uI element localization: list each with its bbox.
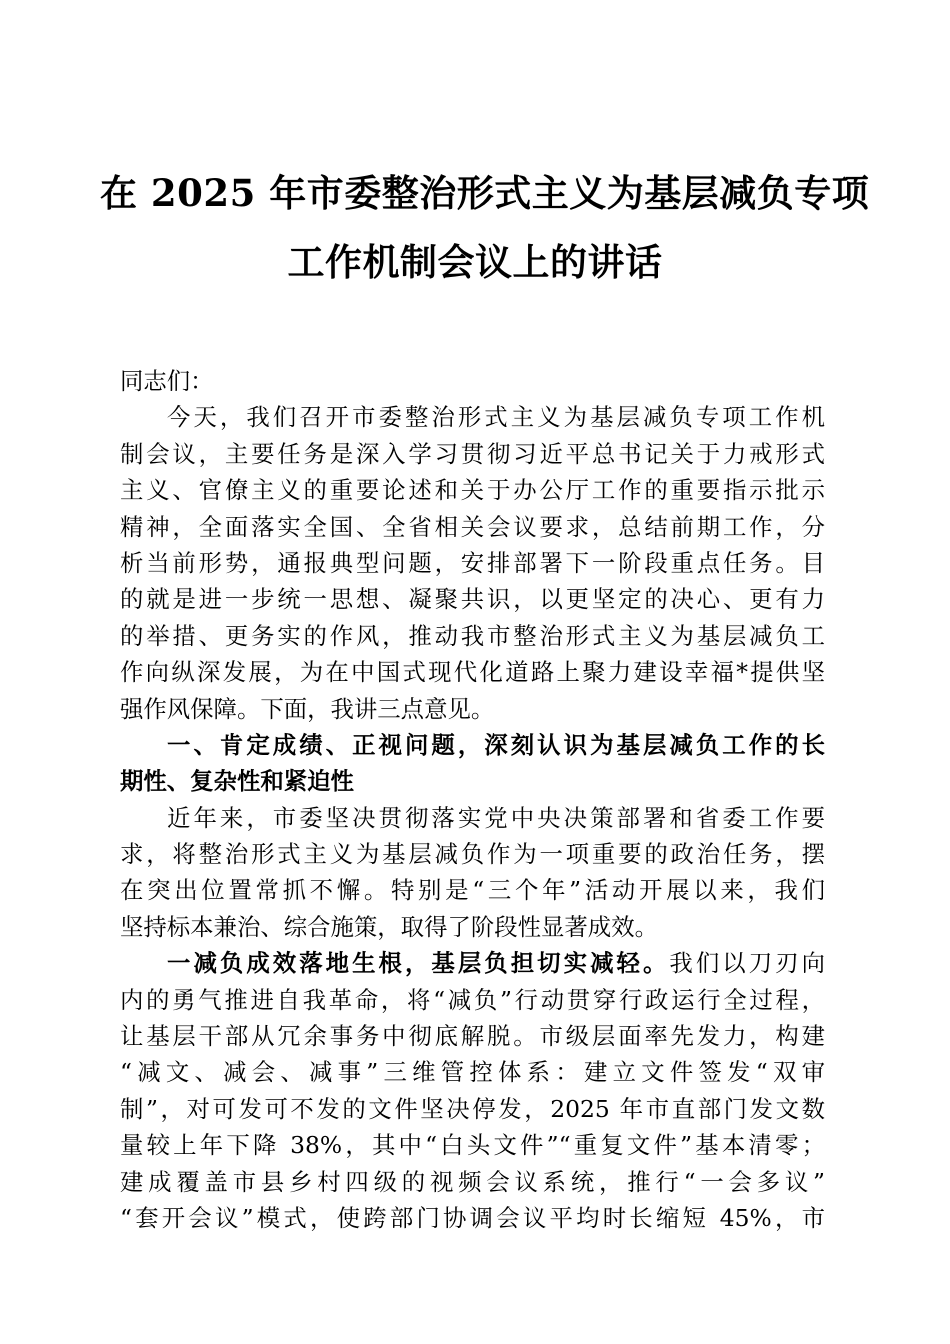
paragraph-line: 坚持标本兼治、综合施策，取得了阶段性显著成效。 (120, 912, 658, 941)
paragraph-line: 求，将整治形式主义为基层减负作为一项重要的政治任务，摆 (120, 840, 825, 869)
paragraph-line: 近年来，市委坚决贯彻落实党中央决策部署和省委工作要 (167, 803, 825, 832)
paragraph-line: 内的勇气推进自我革命，将“减负”行动贯穿行政运行全过程， (120, 985, 825, 1014)
paragraph-line: 析当前形势，通报典型问题，安排部署下一阶段重点任务。目 (120, 548, 825, 577)
paragraph-line: 量较上年下降 38%，其中“白头文件”“重复文件”基本清零； (120, 1131, 825, 1160)
document-body (120, 363, 825, 1236)
paragraph-line: “套开会议”模式，使跨部门协调会议平均时长缩短 45%，市 (120, 1203, 825, 1232)
paragraph-line: 的就是进一步统一思想、凝聚共识，以更坚定的决心、更有力 (120, 585, 825, 614)
paragraph-line: 精神，全面落实全国、全省相关会议要求，总结前期工作，分 (120, 512, 825, 541)
paragraph-line: 制会议，主要任务是深入学习贯彻习近平总书记关于力戒形式 (120, 439, 825, 468)
paragraph-lead-sentence: 一减负成效落地生根，基层负担切实减轻。 (167, 949, 670, 978)
paragraph-line: 在突出位置常抓不懈。特别是“三个年”活动开展以来，我们 (120, 876, 825, 905)
paragraph-line: 作向纵深发展，为在中国式现代化道路上聚力建设幸福*提供坚 (120, 658, 825, 687)
paragraph-line: 建成覆盖市县乡村四级的视频会议系统，推行“一会多议” (120, 1167, 825, 1196)
section-heading-line: 一、肯定成绩、正视问题，深刻认识为基层减负工作的长 (167, 730, 825, 759)
paragraph-line: 强作风保障。下面，我讲三点意见。 (120, 694, 495, 723)
document-title-line-1: 在 2025 年市委整治形式主义为基层减负专项 (100, 171, 870, 215)
salutation: 同志们： (120, 367, 214, 395)
paragraph-line: 的举措、更务实的作风，推动我市整治形式主义为基层减负工 (120, 621, 825, 650)
paragraph-line-rest: 我们以刀刃向 (669, 949, 826, 978)
paragraph-line (120, 945, 825, 981)
paragraph-line: 制”，对可发可不发的文件坚决停发，2025 年市直部门发文数 (120, 1094, 825, 1123)
document-title-line-2: 工作机制会议上的讲话 (287, 240, 663, 284)
paragraph-line: 主义、官僚主义的重要论述和关于办公厅工作的重要指示批示 (120, 476, 825, 505)
section-heading-line: 期性、复杂性和紧迫性 (120, 767, 354, 796)
paragraph-line: “减文、减会、减事”三维管控体系：建立文件签发“双审 (120, 1058, 825, 1087)
paragraph-line: 让基层干部从冗余事务中彻底解脱。市级层面率先发力，构建 (120, 1022, 825, 1051)
paragraph-line: 今天，我们召开市委整治形式主义为基层减负专项工作机 (167, 403, 825, 432)
